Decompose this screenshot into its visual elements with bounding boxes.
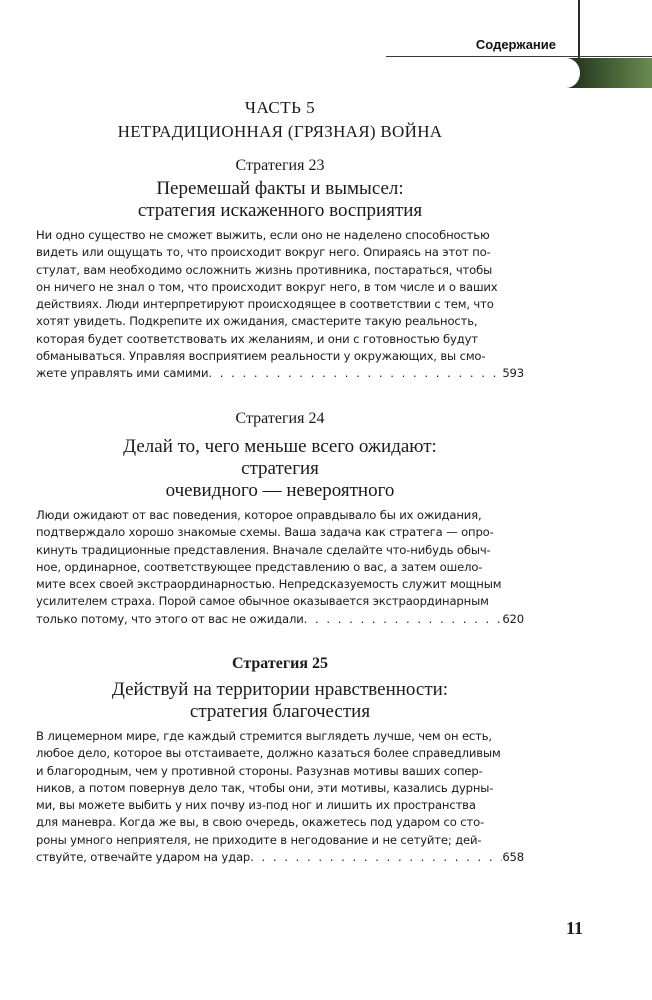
summary-line: жете управлять ими самими [36, 366, 209, 381]
strategy-label: Стратегия 25 [232, 655, 328, 672]
summary-line: и благородным, чем у противной стороны. Разузнав мотивы ваших сопер- [36, 763, 483, 778]
summary-line: Ни одно существо не сможет выжить, если оно не наделено способностью [36, 228, 490, 242]
page-reference: 593 [502, 366, 524, 381]
strategy-title-line: стратегия благочестия [189, 701, 371, 722]
toc-leader-line [36, 365, 524, 382]
summary-line: которая будет соответствовать их желаниям, и они с готовностью будут [36, 331, 478, 346]
summary-line: обманываться. Управляя восприятием реальности у окружающих, вы смо- [36, 349, 486, 364]
summary-line: для маневра. Когда же вы, в свою очередь, окажетесь под ударом со сто- [36, 815, 485, 830]
toc-entry [36, 410, 524, 628]
summary-line: ников, а потом повернув дело так, чтобы они, эти мотивы, казались дурны- [36, 780, 494, 795]
header-horizontal-rule [386, 56, 652, 57]
summary-line: роны умного неприятеля, не приходите в негодование и не сетуйте; дей- [36, 832, 482, 847]
strategy-summary [36, 507, 524, 628]
strategy-title-line: Действуй на территории нравственности: [111, 679, 449, 700]
strategy-title-line: Перемешай факты и вымысел: [156, 178, 404, 199]
summary-line: любое дело, которое вы отстаиваете, должно казаться более справедливым [36, 746, 501, 761]
summary-line: кинуть традиционные представления. Вначале сделайте что-нибудь обыч- [36, 542, 491, 557]
strategy-title-line: Делай то, чего меньше всего ожидают: [123, 436, 437, 457]
part-title: НЕТРАДИЦИОННАЯ (ГРЯЗНАЯ) ВОЙНА [117, 122, 443, 141]
dot-leader [208, 365, 502, 382]
strategy-label: Стратегия 24 [235, 410, 325, 427]
summary-line: только потому, что этого от вас не ожидали [36, 611, 304, 626]
header-decorative-block [566, 58, 652, 88]
toc-entry [36, 655, 524, 866]
strategy-title-line: стратегия искаженного восприятия [137, 200, 423, 221]
summary-line: ми, вы можете выбить у них почву из-под ног и лишить их пространства [36, 798, 476, 813]
summary-line: ное, ординарное, соответствующее представлению о вас, а затем ошело- [36, 559, 483, 574]
running-header: Содержание [475, 37, 556, 52]
summary-line: мите всех своей экстраординарностью. Непредсказуемость служит мощным [36, 577, 502, 592]
summary-line: он ничего не знал о том, что происходит вокруг него, в том числе и о ваших [36, 279, 498, 294]
page-reference: 658 [502, 850, 524, 865]
summary-line: ствуйте, отвечайте ударом на удар [36, 850, 251, 865]
strategy-summary [36, 728, 524, 866]
page-number: 11 [566, 918, 584, 938]
summary-line: действиях. Люди интерпретируют происходящее в соответствии с тем, что [36, 297, 494, 312]
page-reference: 620 [502, 611, 524, 626]
summary-line: хотят увидеть. Подкрепите их ожидания, смастерите такую реальность, [36, 314, 478, 329]
summary-line: В лицемерном мире, где каждый стремится выглядеть лучше, чем он есть, [36, 729, 492, 743]
strategy-title-line: стратегия [241, 458, 319, 479]
summary-line: видеть или ощущать то, что происходит вокруг него. Опираясь на этот по- [36, 245, 491, 260]
summary-line: стулат, вам необходимо осложнить жизнь противника, постараться, чтобы [36, 262, 493, 277]
strategy-title-line: очевидного — невероятного [165, 480, 395, 501]
summary-line: усилителем страха. Порой самое обычное оказывается экстраординарным [36, 594, 489, 609]
dot-leader [250, 849, 502, 866]
toc-leader-line [36, 611, 524, 628]
part-number: ЧАСТЬ 5 [244, 98, 316, 117]
summary-line: подтверждало хорошо знакомые схемы. Ваша задача как стратега — опро- [36, 525, 494, 540]
strategy-label: Стратегия 23 [235, 157, 325, 174]
dot-leader [304, 611, 503, 628]
toc-leader-line [36, 849, 524, 866]
toc-entry [36, 157, 524, 383]
strategy-summary [36, 227, 524, 383]
summary-line: Люди ожидают от вас поведения, которое оправдывало бы их ожидания, [36, 508, 482, 522]
